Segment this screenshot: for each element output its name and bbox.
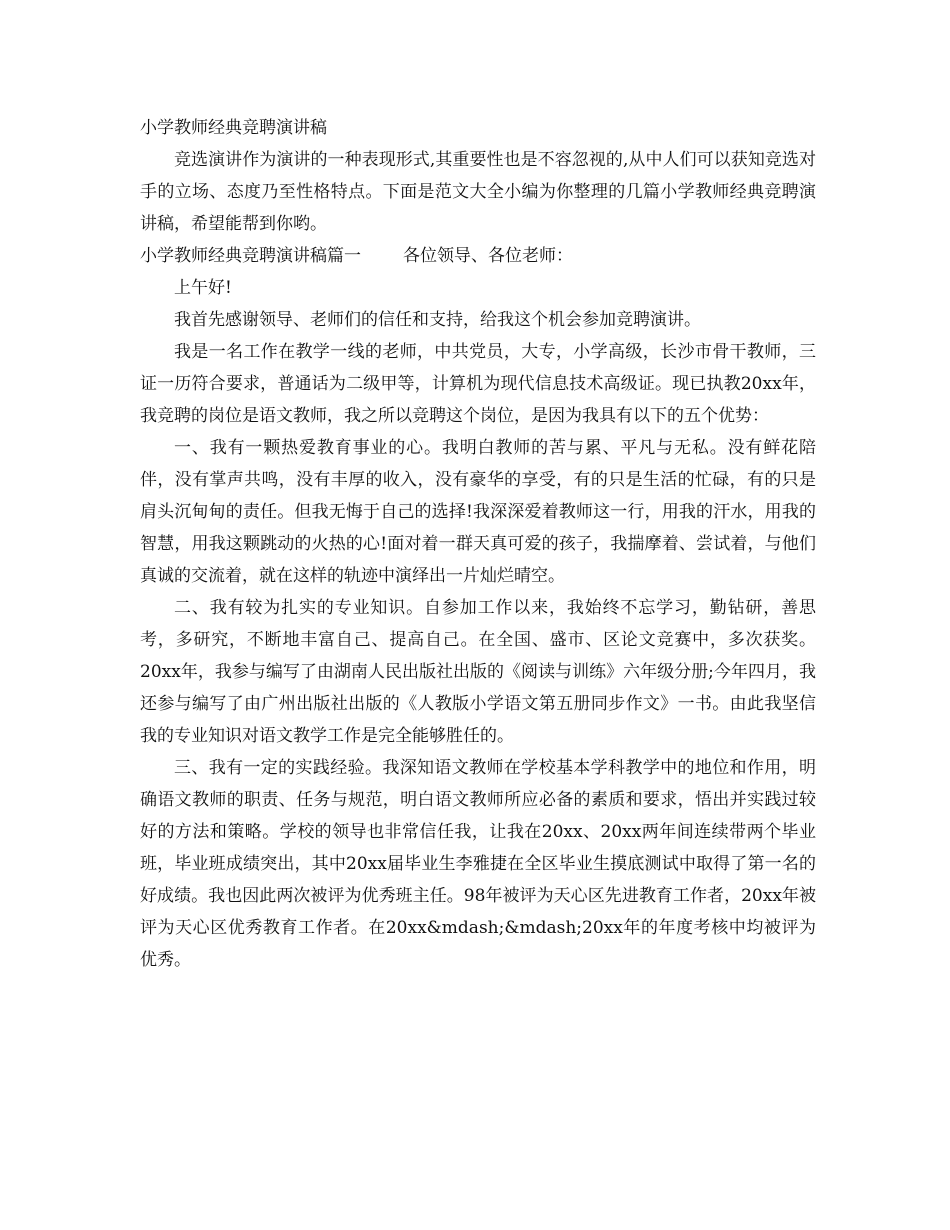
advantage-three-paragraph: 三、我有一定的实践经验。我深知语文教师在学校基本学科教学中的地位和作用，明确语文教师的职责、任务与规范，明白语文教师所应必备的素质和要求，悟出并实践过较好的方法和策略。学校的领导也非常信任我，让我在20xx、20xx两年间连续带两个毕业班，毕业班成绩突出，其中20xx届毕业生李雅捷在全区毕业生摸底测试中取得了第一名的好成绩。我也因此两次被评为优秀班主任。98年被评为天心区先进教育工作者，20xx年被评为天心区优秀教育工作者。在20xx&mdash;&mdash;20xx年的年度考核中均被评为优秀。 <box>140 758 816 970</box>
thanks-paragraph: 我首先感谢领导、老师们的信任和支持，给我这个机会参加竞聘演讲。 <box>174 310 701 330</box>
section-heading-line <box>140 240 816 272</box>
salutation: 各位领导、各位老师： <box>403 246 573 266</box>
greeting-paragraph: 上午好! <box>174 278 232 298</box>
section-heading: 小学教师经典竞聘演讲稿篇一 <box>140 246 361 266</box>
advantage-two-paragraph: 二、我有较为扎实的专业知识。自参加工作以来，我始终不忘学习，勤钻研，善思考，多研究，不断地丰富自己、提高自己。在全国、盛市、区论文竞赛中，多次获奖。20xx年，我参与编写了由湖南人民出版社出版的《阅读与训练》六年级分册;今年四月，我还参与编写了由广州出版社出版的《人教版小学语文第五册同步作文》一书。由此我坚信我的专业知识对语文教学工作是完全能够胜任的。 <box>140 598 816 746</box>
intro-paragraph: 竞选演讲作为演讲的一种表现形式,其重要性也是不容忽视的,从中人们可以获知竞选对手的立场、态度乃至性格特点。下面是范文大全小编为你整理的几篇小学教师经典竞聘演讲稿，希望能帮到你哟。 <box>140 150 816 234</box>
document-title: 小学教师经典竞聘演讲稿 <box>140 118 327 138</box>
advantage-one-paragraph: 一、我有一颗热爱教育事业的心。我明白教师的苦与累、平凡与无私。没有鲜花陪伴，没有掌声共鸣，没有丰厚的收入，没有豪华的享受，有的只是生活的忙碌，有的只是肩头沉甸甸的责任。但我无悔于自己的选择!我深深爱着教师这一行，用我的汗水，用我的智慧，用我这颗跳动的火热的心!面对着一群天真可爱的孩子，我揣摩着、尝试着，与他们真诚的交流着，就在这样的轨迹中演绎出一片灿烂晴空。 <box>140 438 816 586</box>
self-intro-paragraph: 我是一名工作在教学一线的老师，中共党员，大专，小学高级，长沙市骨干教师，三证一历符合要求，普通话为二级甲等，计算机为现代信息技术高级证。现已执教20xx年，我竞聘的岗位是语文教师，我之所以竞聘这个岗位，是因为我具有以下的五个优势： <box>140 342 816 426</box>
document-body <box>140 112 816 976</box>
